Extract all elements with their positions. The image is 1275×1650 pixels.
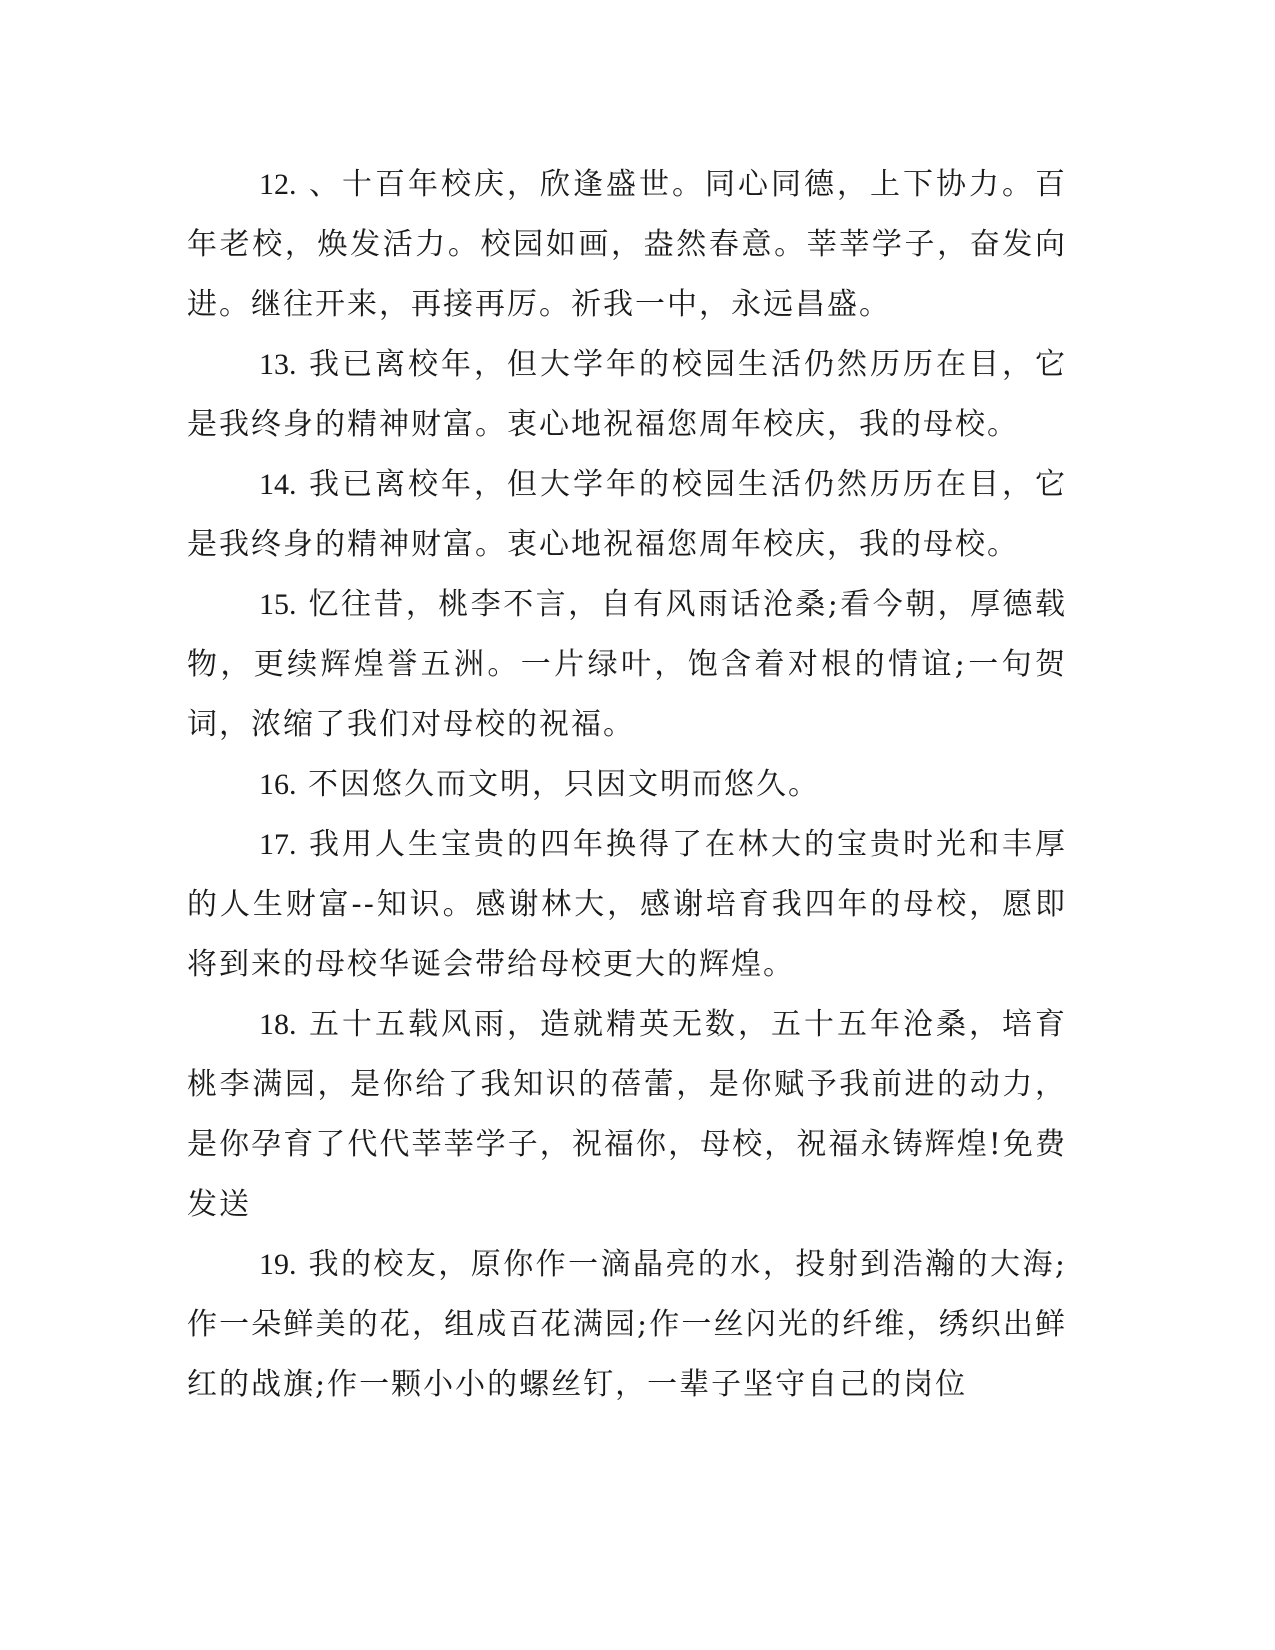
paragraph-number: 18. — [259, 1008, 297, 1041]
paragraph-text: 我用人生宝贵的四年换得了在林大的宝贵时光和丰厚的人生财富--知识。感谢林大，感谢培育我四年的母校，愿即将到来的母校华诞会带给母校更大的辉煌。 — [187, 827, 1068, 982]
paragraph-text: 我的校友，原你作一滴晶亮的水，投射到浩瀚的大海;作一朵鲜美的花，组成百花满园;作一丝闪光的纤维，绣织出鲜红的战旗;作一颗小小的螺丝钉，一辈子坚守自己的岗位 — [187, 1247, 1067, 1402]
paragraph-12 — [187, 155, 1067, 335]
paragraph-17 — [187, 815, 1067, 995]
paragraph-text: 五十五载风雨，造就精英无数，五十五年沧桑，培育桃李满园，是你给了我知识的蓓蕾，是你赋予我前进的动力，是你孕育了代代莘莘学子，祝福你，母校，祝福永铸辉煌!免费发送 — [187, 1007, 1068, 1222]
paragraph-number: 17. — [259, 828, 297, 861]
paragraph-number: 19. — [259, 1248, 297, 1281]
paragraph-number: 12. — [259, 168, 297, 201]
paragraph-text: 忆往昔，桃李不言，自有风雨话沧桑;看今朝，厚德载物，更续辉煌誉五洲。一片绿叶，饱含着对根的情谊;一句贺词，浓缩了我们对母校的祝福。 — [187, 587, 1067, 742]
paragraph-13 — [187, 335, 1067, 455]
paragraph-number: 15. — [259, 588, 297, 621]
paragraph-text: 、十百年校庆，欣逢盛世。同心同德，上下协力。百年老校，焕发活力。校园如画，盎然春意。莘莘学子，奋发向进。继往开来，再接再厉。祈我一中，永远昌盛。 — [187, 167, 1068, 322]
paragraph-number: 14. — [259, 468, 297, 501]
document-body — [187, 155, 1067, 1415]
paragraph-number: 16. — [259, 768, 297, 801]
paragraph-14 — [187, 455, 1067, 575]
paragraph-18 — [187, 995, 1067, 1235]
paragraph-text: 不因悠久而文明，只因文明而悠久。 — [308, 767, 821, 802]
paragraph-number: 13. — [259, 348, 297, 381]
paragraph-15 — [187, 575, 1067, 755]
paragraph-text: 我已离校年，但大学年的校园生活仍然历历在目，它是我终身的精神财富。衷心地祝福您周年校庆，我的母校。 — [187, 467, 1068, 562]
paragraph-16 — [187, 755, 1067, 815]
paragraph-19 — [187, 1235, 1067, 1415]
paragraph-text: 我已离校年，但大学年的校园生活仍然历历在目，它是我终身的精神财富。衷心地祝福您周年校庆，我的母校。 — [187, 347, 1068, 442]
